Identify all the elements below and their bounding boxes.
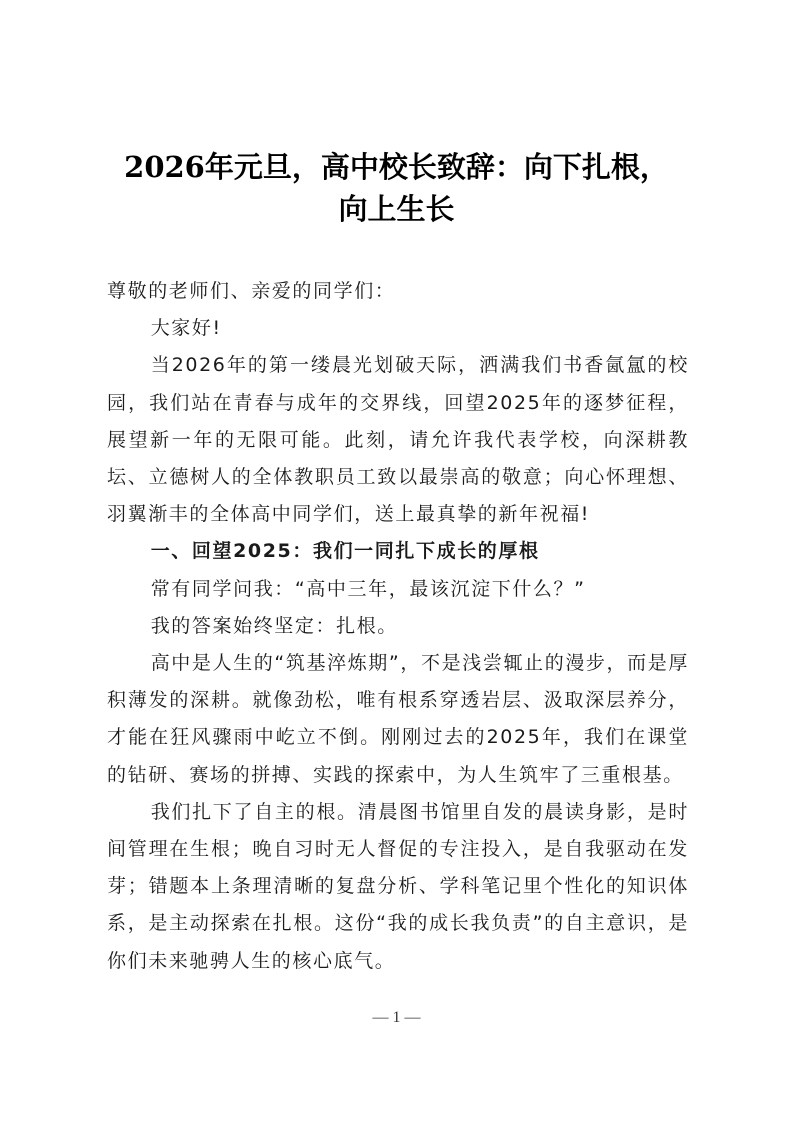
document-body <box>107 273 689 980</box>
paragraph-intro: 当2026年的第一缕晨光划破天际，洒满我们书香氤氲的校园，我们站在青春与成年的交界线，回望2025年的逐梦征程，展望新一年的无限可能。此刻，请允许我代表学校，向深耕教坛、立德树人的全体教职员工致以最崇高的敬意；向心怀理想、羽翼渐丰的全体高中同学们，送上最真挚的新年祝福! <box>107 354 689 526</box>
greeting: 大家好! <box>150 317 222 340</box>
paragraph-autonomy: 我们扎下了自主的根。清晨图书馆里自发的晨读身影，是时间管理在生根；晚自习时无人督促的专注投入，是自我驱动在发芽；错题本上条理清晰的复盘分析、学科笔记里个性化的知识体系，是主动探索在扎根。这份“我的成长我负责”的自主意识，是你们未来驰骋人生的核心底气。 <box>107 800 689 972</box>
paragraph-question: 常有同学问我：“高中三年，最该沉淀下什么？” <box>150 577 586 600</box>
title-line-1: 2026年元旦，高中校长致辞：向下扎根， <box>124 150 669 184</box>
section-heading-1: 一、回望2025：我们一同扎下成长的厚根 <box>150 540 540 563</box>
paragraph-answer: 我的答案始终坚定：扎根。 <box>150 614 398 637</box>
page-number: — 1 — <box>372 1009 421 1026</box>
salutation: 尊敬的老师们、亲爱的同学们： <box>107 280 396 302</box>
title-line-2: 向上生长 <box>338 192 455 226</box>
document-title <box>90 146 703 230</box>
paragraph-foundation: 高中是人生的“筑基淬炼期”，不是浅尝辄止的漫步，而是厚积薄发的深耕。就像劲松，唯有根系穿透岩层、汲取深层养分，才能在狂风骤雨中屹立不倒。刚刚过去的2025年，我们在课堂的钻研、赛场的拼搏、实践的探索中，为人生筑牢了三重根基。 <box>107 652 689 786</box>
